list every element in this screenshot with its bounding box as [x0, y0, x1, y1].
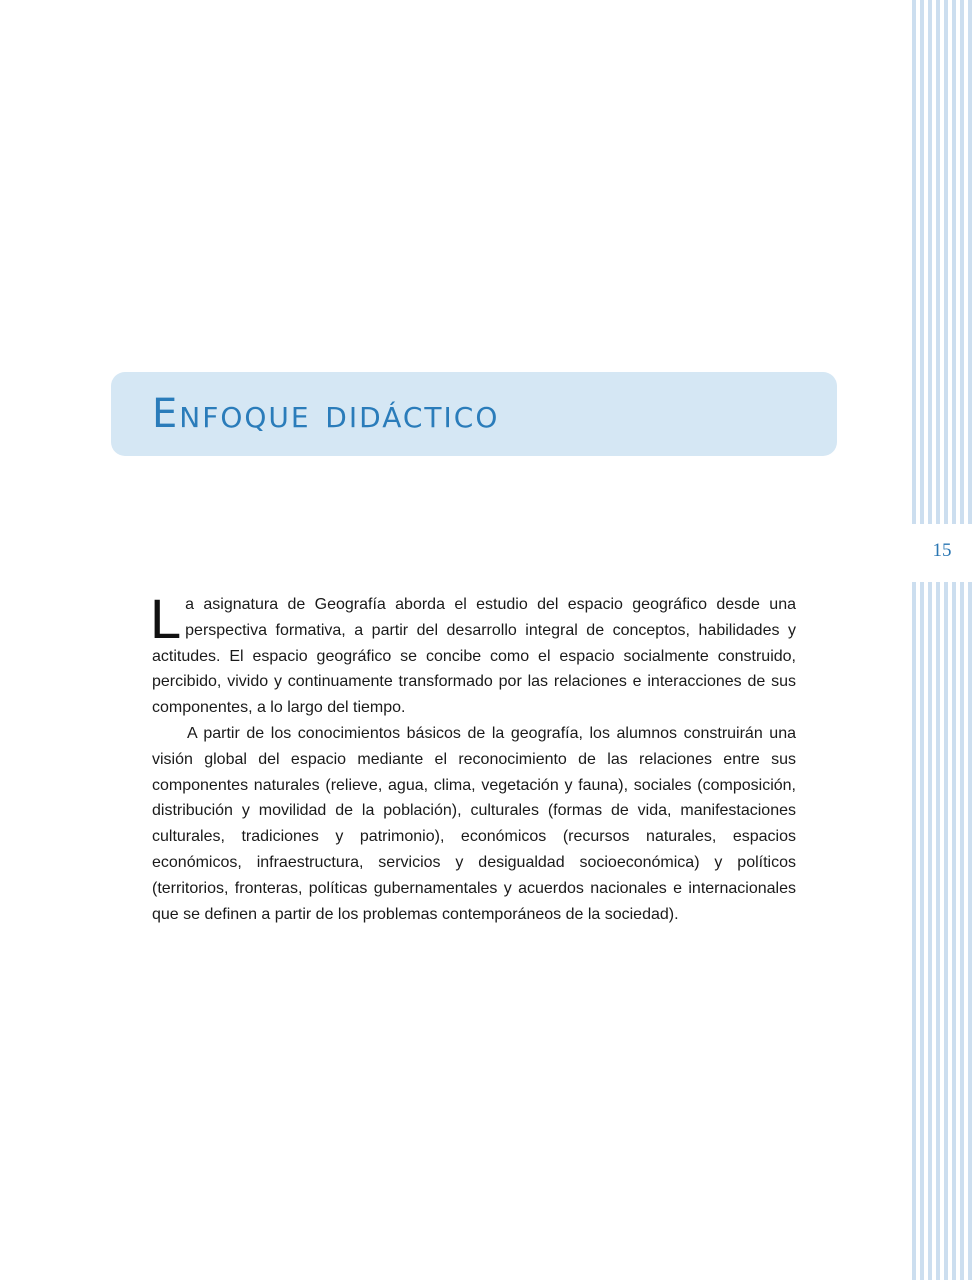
- section-title-box: [111, 372, 837, 456]
- paragraph-1: [150, 587, 796, 721]
- section-title: Enfoque didáctico: [152, 391, 500, 437]
- paragraph-1-text: a asignatura de Geografía aborda el estudio del espacio geográfico desde una perspectiva formativa, a partir del desarrollo integral de conceptos, habilidades y actitudes. El espacio geográfico se concibe como el espacio socialmente construido, percibido, vivido y continuamente transformado por las relaciones e interacciones de sus componentes, a lo largo del tiempo.: [152, 596, 796, 717]
- paragraph-2: A partir de los conocimientos básicos de la geografía, los alumnos construirán una visión global del espacio mediante el reconocimiento de las relaciones entre sus componentes naturales (relieve, agua, clima, vegetación y fauna), sociales (composición, distribución y movilidad de la población), culturales (formas de vida, manifestaciones culturales, tradiciones y patrimonio), económicos (recursos naturales, espacios económicos, infraestructura, servicios y desigualdad socioeconómica) y políticos (territorios, fronteras, políticas gubernamentales y acuerdos nacionales e internacionales que se definen a partir de los problemas contemporáneos de la sociedad).: [152, 724, 796, 923]
- body-text: [150, 587, 796, 927]
- page-number: 15: [932, 540, 952, 561]
- side-stripe-decoration: [912, 0, 972, 1280]
- drop-cap: L: [150, 587, 182, 650]
